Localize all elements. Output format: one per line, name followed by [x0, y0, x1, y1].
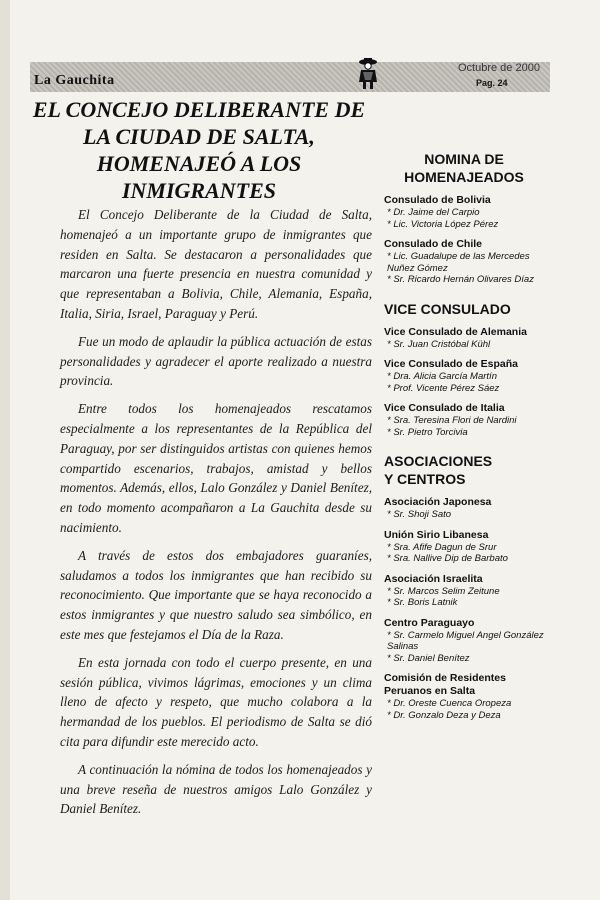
honoree-name: * Sr. Carmelo Miguel Angel González Salinas — [387, 629, 544, 652]
article-paragraph: Fue un modo de aplaudir la pública actuación de estas personalidades y agradecer el aporte realizado a nuestra provincia. — [60, 333, 372, 389]
honoree-name: * Sr. Daniel Benítez — [387, 652, 470, 664]
article-paragraph: A continuación la nómina de todos los homenajeados y una breve reseña de nuestros amigos Lalo González y Daniel Benítez. — [60, 761, 372, 817]
institution-group — [384, 326, 544, 351]
honoree-name: * Lic. Guadalupe de las Mercedes Nuñez Gómez — [387, 251, 530, 274]
institution-name: Consulado de Bolivia — [384, 194, 491, 206]
honorees-section — [384, 150, 544, 286]
institution-name: Asociación Israelita — [384, 572, 483, 585]
article-paragraph: A través de estos dos embajadores guaraníes, saludamos a todos los inmigrantes que han recibido su reconocimiento. Que importante que se haya reconocido a estos inmigrantes y que nuestro saludo sea simbólico, en este mes que festejamos el Día de la Raza. — [60, 547, 372, 642]
institution-name: Consulado de Chile — [384, 238, 483, 250]
institution-group — [384, 617, 544, 665]
honoree-name: * Prof. Vicente Pérez Sáez — [387, 382, 500, 394]
honoree-name: * Lic. Victoria López Pérez — [387, 218, 499, 230]
honoree-name: * Dra. Alicia García Martín — [387, 371, 497, 382]
honoree-name: * Dr. Oreste Cuenca Oropeza — [387, 698, 512, 709]
honoree-name: * Sr. Marcos Selim Zeitune — [387, 585, 500, 597]
institution-group — [384, 358, 544, 394]
institution-name: Centro Paraguayo — [384, 616, 475, 629]
institution-group — [384, 573, 544, 609]
gaucho-figure-icon — [355, 56, 381, 90]
institution-group — [384, 496, 544, 521]
section-title: Y CENTROS — [384, 471, 466, 487]
institution-group — [384, 529, 544, 565]
honoree-name: * Dr. Gonzalo Deza y Deza — [387, 709, 501, 721]
institution-group — [384, 402, 544, 438]
section-title: VICE CONSULADO — [384, 300, 511, 317]
honoree-name: * Sr. Shoji Sato — [387, 509, 452, 520]
institution-name: Vice Consulado de Italia — [384, 402, 505, 414]
section-title: NOMINA DE — [424, 151, 504, 167]
institution-name: Asociación Japonesa — [384, 496, 492, 508]
institution-group — [384, 194, 544, 230]
honoree-name: * Sr. Ricardo Hernán Olivares Díaz — [387, 274, 534, 285]
honoree-name: * Sr. Juan Cristóbal Kühl — [387, 338, 491, 350]
institution-name: Comisión de Residentes Peruanos en Salta — [384, 672, 506, 697]
honoree-name: * Sra. Nallive Dip de Barbato — [387, 553, 508, 564]
honoree-name: * Sra. Teresina Flori de Nardini — [387, 415, 517, 426]
honoree-name: * Sra. Afife Dagun de Srur — [387, 541, 497, 553]
institution-name: Vice Consulado de España — [384, 358, 519, 370]
institution-name: Vice Consulado de Alemania — [384, 325, 527, 338]
title-line: LA CIUDAD DE SALTA, — [83, 124, 315, 149]
page-number: Pag. 24 — [476, 78, 508, 88]
issue-date: Octubre de 2000 — [458, 62, 540, 74]
honorees-section — [384, 300, 544, 439]
article-paragraph: En esta jornada con todo el cuerpo presente, en una sesión pública, vivimos lágrimas, emociones y un clima lleno de afecto y respeto, que mucho colabora a la hermandad de los pueblos. El periodismo de Salta se dió cita para difundir este merecido acto. — [60, 654, 372, 749]
header-bar — [30, 62, 550, 92]
section-title: HOMENAJEADOS — [404, 169, 524, 185]
page-bleed-edge — [0, 0, 10, 900]
title-line: EL CONCEJO DELIBERANTE DE — [32, 97, 366, 122]
institution-group — [384, 672, 544, 721]
honoree-name: * Sr. Pietro Torcivia — [387, 426, 468, 438]
title-line: HOMENAJEÓ A LOS — [96, 151, 302, 176]
honorees-section — [384, 452, 544, 721]
article-body — [60, 205, 372, 827]
title-line: INMIGRANTES — [121, 178, 277, 203]
honoree-name: * Dr. Jaime del Carpio — [387, 207, 480, 218]
article-paragraph: Entre todos los homenajeados rescatamos especialmente a los representantes de la República del Paraguay, por ser distinguidos artistas con quienes hemos compartido escenarios, trabajos, amistad y bellos momentos. Además, ellos, Lalo González y Daniel Benítez, en todo momento acompañaron a La Gauchita desde su nacimiento. — [60, 401, 372, 535]
section-title: ASOCIACIONES — [384, 453, 493, 469]
article-paragraph: El Concejo Deliberante de la Ciudad de Salta, homenajeó a un importante grupo de inmigrantes que residen en Salta. Se destacaron a personalidades que marcaron una fuerte presencia en nuestra comunidad y que representaban a Bolivia, Chile, Alemania, España, Italia, Siria, Israel, Paraguay y Perú. — [60, 207, 372, 321]
institution-name: Unión Sirio Libanesa — [384, 528, 489, 541]
honoree-name: * Sr. Boris Latnik — [387, 597, 458, 608]
institution-group — [384, 238, 544, 286]
article-title — [28, 96, 370, 204]
publication-name: La Gauchita — [34, 73, 115, 88]
honorees-list — [384, 150, 544, 721]
